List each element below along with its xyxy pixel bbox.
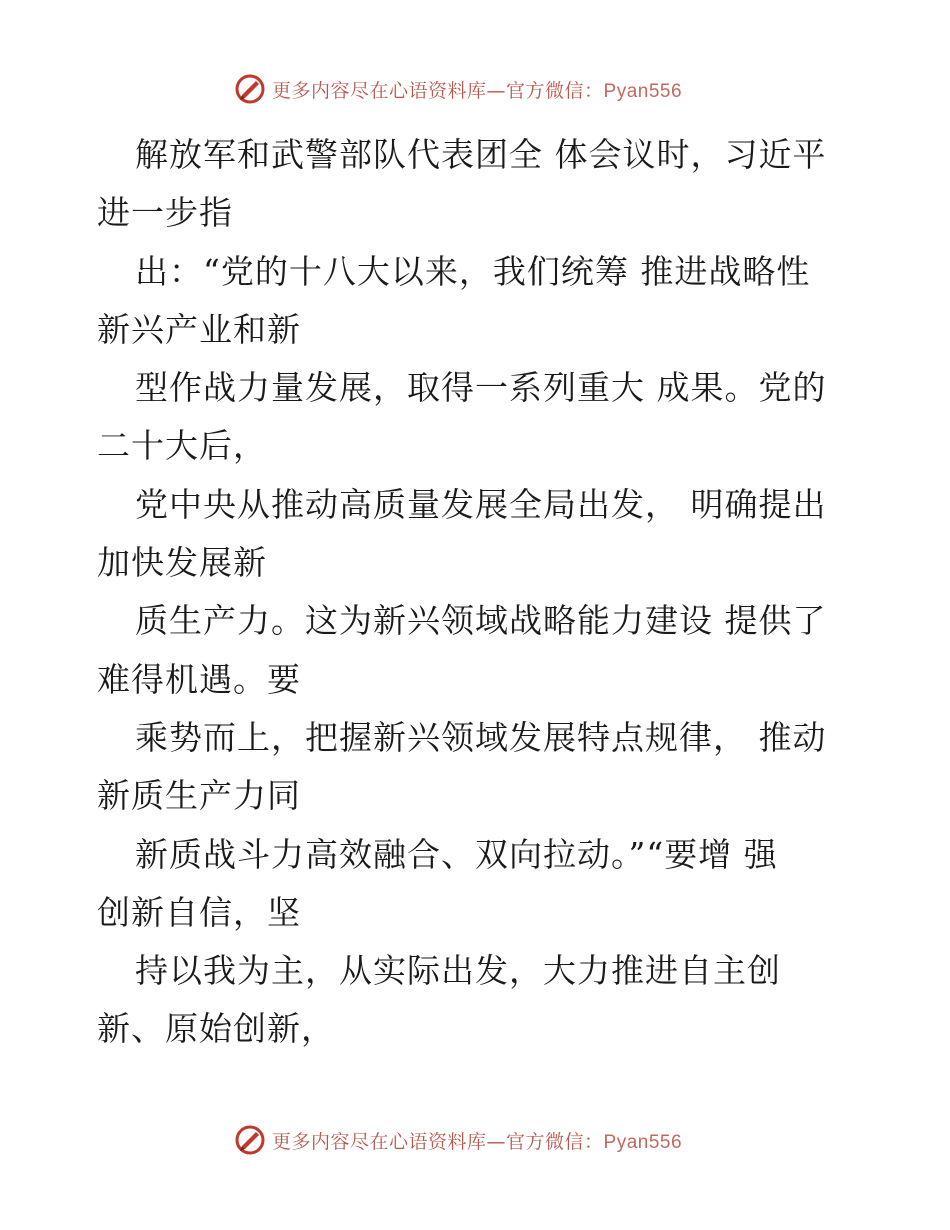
text-line: 乘势而上，把握新兴领域发展特点规律， 推动 (135, 717, 827, 757)
text-line: 新质战斗力高效融合、双向拉动。”“要增 强 (135, 834, 778, 874)
text-line: 新兴产业和新 (97, 309, 301, 349)
text-line: 创新自信，坚 (97, 892, 301, 932)
header-banner (234, 72, 682, 106)
banner-text: 更多内容尽在心语资料库—官方微信：Pyan556 (272, 79, 683, 102)
text-line: 出：“党的十八大以来，我们统筹 推进战略性 (135, 251, 811, 291)
text-line: 加快发展新 (97, 543, 267, 583)
text-line: 质生产力。这为新兴领域战略能力建设 提供了 (135, 601, 827, 641)
text-line: 难得机遇。要 (97, 659, 301, 699)
document-body (97, 126, 842, 1059)
brand-logo-icon (234, 73, 266, 105)
footer-banner (234, 1123, 682, 1157)
brand-logo-icon (234, 1124, 266, 1156)
text-line: 新、原始创新， (97, 1009, 335, 1049)
text-line: 党中央从推动高质量发展全局出发， 明确提出 (135, 484, 827, 524)
text-line: 新质生产力同 (97, 776, 301, 816)
text-line: 持以我为主，从实际出发，大力推进自主创 (135, 951, 781, 991)
text-line: 型作战力量发展，取得一系列重大 成果。党的 (135, 368, 827, 408)
text-line: 二十大后， (97, 426, 267, 466)
text-line: 解放军和武警部队代表团全 体会议时，习近平 (135, 135, 827, 174)
text-line: 进一步指 (97, 193, 233, 233)
banner-text: 更多内容尽在心语资料库—官方微信：Pyan556 (272, 1130, 683, 1153)
